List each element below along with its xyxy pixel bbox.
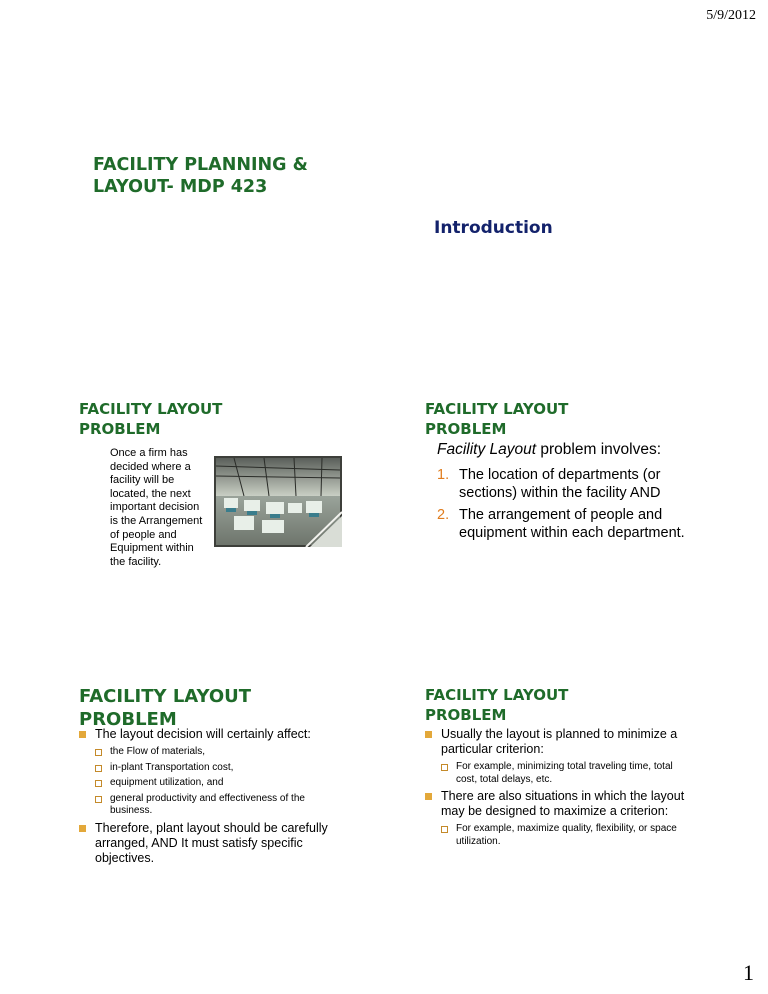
sub-bullet-item xyxy=(441,761,695,786)
slide3-intro-rest: problem involves: xyxy=(536,441,661,458)
list-number: 2. xyxy=(437,507,450,523)
bullet-item xyxy=(79,727,349,742)
slide3-intro-italic: Facility Layout xyxy=(437,441,537,458)
sub-bullet-item xyxy=(95,777,349,790)
hollow-square-bullet-icon xyxy=(441,826,448,833)
square-bullet-icon xyxy=(79,825,86,832)
sub-bullet-item xyxy=(441,823,695,848)
square-bullet-icon xyxy=(425,793,432,800)
slide3-title-line1: FACILITY LAYOUT xyxy=(425,400,569,418)
slide5-bullet-list xyxy=(425,727,695,851)
list-item xyxy=(437,466,707,502)
slide3-title-line2: PROBLEM xyxy=(425,420,507,438)
slide2-title-line2: PROBLEM xyxy=(79,420,161,438)
sub-bullet-item xyxy=(95,793,349,818)
slide3-intro xyxy=(437,441,661,459)
bullet-item xyxy=(79,821,349,866)
hollow-square-bullet-icon xyxy=(95,765,102,772)
list-number: 1. xyxy=(437,467,450,483)
list-text: The location of departments (or sections) within the facility AND xyxy=(459,467,661,501)
slide5-title-line2: PROBLEM xyxy=(425,706,507,724)
bullet-text: There are also situations in which the layout may be designed to maximize a criterion: xyxy=(441,789,685,818)
sub-bullet-item xyxy=(95,746,349,759)
sub-bullet-item xyxy=(95,762,349,775)
list-item xyxy=(437,506,707,542)
sub-bullet-text: general productivity and effectiveness of the business. xyxy=(110,792,305,816)
square-bullet-icon xyxy=(425,731,432,738)
bullet-text: Usually the layout is planned to minimize a particular criterion: xyxy=(441,727,678,756)
slide4-title xyxy=(79,685,251,731)
bullet-item xyxy=(425,727,695,757)
slide1-subtitle: Introduction xyxy=(434,218,553,238)
sub-bullet-text: For example, maximize quality, flexibility, or space utilization. xyxy=(456,823,677,847)
list-text: The arrangement of people and equipment within each department. xyxy=(459,507,685,541)
slide1-title xyxy=(93,154,308,198)
square-bullet-icon xyxy=(79,731,86,738)
slide4-title-line1: FACILITY LAYOUT xyxy=(79,686,252,707)
slide3-title xyxy=(425,399,568,439)
slide4-bullet-list xyxy=(79,727,349,870)
sub-bullet-text: For example, minimizing total traveling time, total cost, total delays, etc. xyxy=(456,761,673,785)
slide1-title-line1: FACILITY PLANNING & xyxy=(93,155,308,175)
factory-floor-photo-icon xyxy=(214,456,342,547)
slide2-title-line1: FACILITY LAYOUT xyxy=(79,400,223,418)
slide1-title-line2: LAYOUT- MDP 423 xyxy=(93,177,268,197)
hollow-square-bullet-icon xyxy=(95,796,102,803)
hollow-square-bullet-icon xyxy=(95,780,102,787)
sub-bullet-text: equipment utilization, and xyxy=(110,777,224,788)
sub-bullet-text: in-plant Transportation cost, xyxy=(110,761,234,773)
slide2-title xyxy=(79,399,222,439)
slide4-title-line2: PROBLEM xyxy=(79,709,177,730)
page-date: 5/9/2012 xyxy=(706,8,756,23)
hollow-square-bullet-icon xyxy=(95,749,102,756)
sub-bullet-text: the Flow of materials, xyxy=(110,746,206,757)
bullet-item xyxy=(425,789,695,819)
slide2-body: Once a firm has decided where a facility will be located, the next important decision is the Arrangement of people and Equipment within the facility. xyxy=(110,447,203,568)
slide3-numbered-list xyxy=(437,466,707,546)
slide5-title xyxy=(425,685,568,725)
hollow-square-bullet-icon xyxy=(441,764,448,771)
page-number: 1 xyxy=(743,960,754,985)
bullet-text: Therefore, plant layout should be carefully arranged, AND It must satisfy specific objectives. xyxy=(95,820,328,865)
bullet-text: The layout decision will certainly affect: xyxy=(95,727,311,741)
slide5-title-line1: FACILITY LAYOUT xyxy=(425,686,569,704)
